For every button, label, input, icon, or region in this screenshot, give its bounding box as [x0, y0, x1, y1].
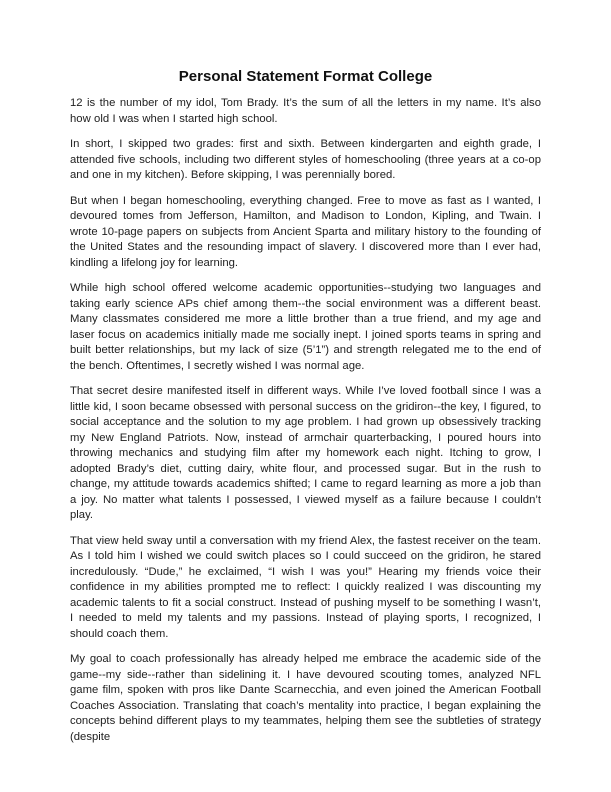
essay-paragraph-high-school: While high school offered welcome academic opportunities--studying two languages and taking early science APs chief among them--the social environment was a different beast. Many classmates considered me more a little brother than a true friend, and my age and laser focus on academics initially made me socially inept. I joined sports teams in spring and built better relationships, but my lack of size (5’1”) and strength relegated me to the end of the bench. Oftentimes, I secretly wished I was normal age.	[70, 282, 541, 372]
essay-paragraph-homeschooling: But when I began homeschooling, everything changed. Free to move as fast as I wanted, I devoured tomes from Jefferson, Hamilton, and Madison to London, Kipling, and Twain. I wrote 10-page papers on subjects from Ancient Sparta and military history to the founding of the United States and the resounding impact of slavery. I discovered more than I ever had, kindling a lifelong joy for learning.	[70, 194, 541, 269]
essay-paragraph-coaching-goal: My goal to coach professionally has already helped me embrace the academic side of the game--my side--rather than sidelining it. I have devoured scouting tomes, analyzed NFL game film, spoken with pros like Dante Scarnecchia, and even joined the American Football Coaches Association. Translating that coach’s mentality into practice, I began explaining the concepts behind different plays to my teammates, helping them see the subtleties of strategy (despite	[70, 653, 541, 743]
essay-paragraph-alex-conversation: That view held sway until a conversation with my friend Alex, the fastest receiver on the team. As I told him I wished we could switch places so I could succeed on the gridiron, he stared incredulously. “Dude,” he exclaimed, “I wish I was you!” Hearing my friends voice their confidence in my abilities prompted me to reflect: I quickly realized I was discounting my academic talents to fit a social construct. Instead of pushing myself to be something I wasn’t, I needed to meld my talents and my passions. Instead of playing sports, I recognized, I should coach them.	[70, 534, 541, 640]
document-body	[70, 96, 541, 745]
essay-paragraph-grades: In short, I skipped two grades: first and sixth. Between kindergarten and eighth grade, I attended five schools, including two different styles of homeschooling (three years at a co-op and one in my kitchen). Before skipping, I was perennially bored.	[70, 138, 541, 181]
essay-paragraph-intro: 12 is the number of my idol, Tom Brady. It’s the sum of all the letters in my name. It’s also how old I was when I started high school.	[70, 97, 541, 125]
document-title: Personal Statement Format College	[178, 68, 433, 85]
essay-paragraph-football-obsession: That secret desire manifested itself in different ways. While I’ve loved football since I was a little kid, I soon became obsessed with personal success on the gridiron--the key, I figured, to social acceptance and the solution to my age problem. I had grown up obsessively tracking my New England Patriots. Now, instead of armchair quarterbacking, I poured hours into throwing mechanics and studying film after my homework each night. Itching to grow, I adopted Brady’s diet, cutting dairy, white flour, and processed sugar. But in the rush to change, my attitude towards academics shifted; I came to regard learning as more a job than a joy. No matter what talents I possessed, I viewed myself as a failure because I couldn’t play.	[70, 385, 541, 521]
